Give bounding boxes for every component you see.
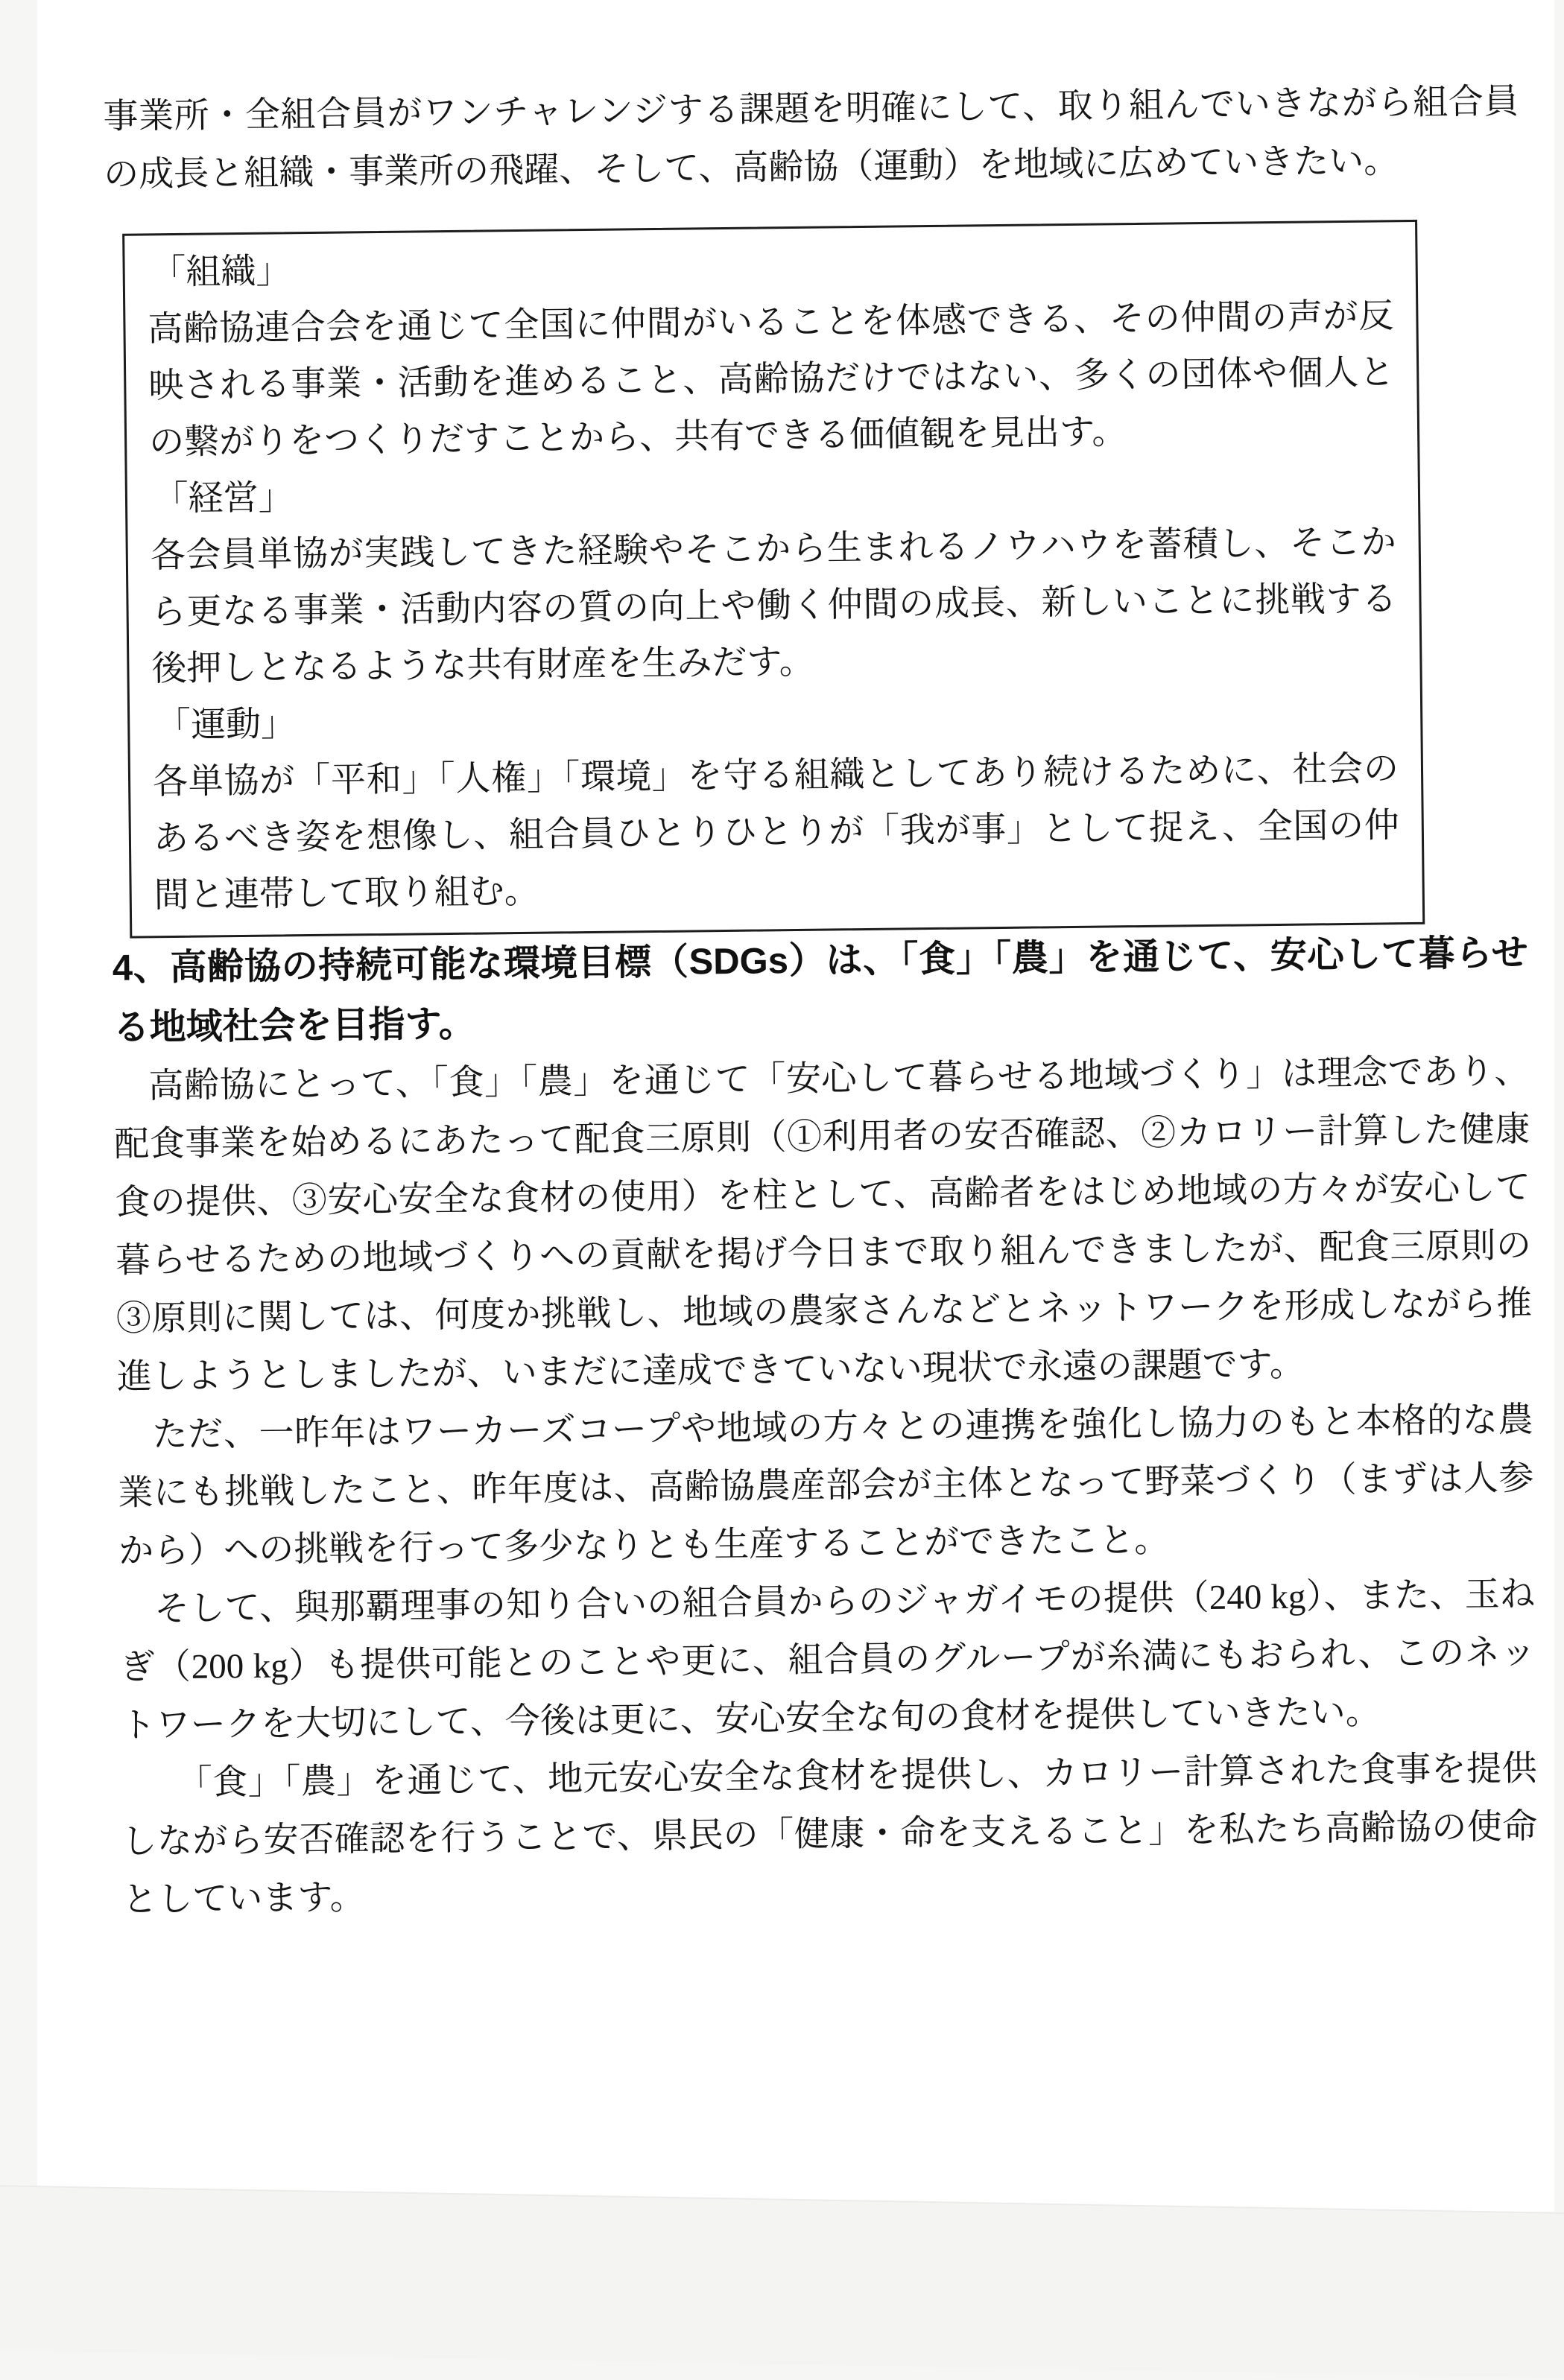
box-section-body-keiei: 各会員単協が実践してきた経験やそこから生まれるノウハウを蓄積し、そこから更なる事業・活動内容の質の向上や働く仲間の成長、新しいことに挑戦する後押しとなるような共有財産を生みだす。 — [150, 523, 1397, 689]
box-section-body-soshiki: 高齢協連合会を通じて全国に仲間がいることを体感できる、その仲間の声が反映される事業・活動を進めること、高齢協だけではない、多くの団体や個人との繋がりをつくりだすことから、共有できる価値観を見出す。 — [148, 296, 1395, 463]
paragraph-yonaha-network: そして、與那覇理事の知り合いの組合員からのジャガイモの提供（240 kg）、また、玉ねぎ（200 kg）も提供可能とのことや更に、組合員のグループが糸満にもおられ、このネットワークを大切にして、今後は更に、安心安全な旬の食材を提供していきたい。 — [119, 1575, 1536, 1745]
paragraph-mission: 「食」「農」を通じて、地元安心安全な食材を提供し、カロリー計算された食事を提供しながら安否確認を行うことで、県民の「健康・命を支えること」を私たち高齢協の使命としています。 — [121, 1749, 1538, 1920]
document-page — [37, 0, 1554, 2212]
paragraph-haishoku-sangensoku: 高齢協にとって、「食」「農」を通じて「安心して暮らせる地域づくり」は理念であり、配食事業を始めるにあたって配食三原則（①利用者の安否確認、②カロリー計算した健康食の提供、③安心安全な食材の使用）を柱として、高齢者をはじめ地域の方々が安心して暮らせるための地域づくりへの貢献を掲げ今日まで取り組んできましたが、配食三原則の③原則に関しては、何度か挑戦し、地域の農家さんなどとネットワークを形成しながら推進しようとしましたが、いまだに達成できていない現状で永遠の課題です。 — [114, 1052, 1533, 1397]
scan-bottom-seam — [0, 2185, 1564, 2380]
box-section-body-undo: 各単協が「平和」「人権」「環境」を守る組織としてあり続けるために、社会のあるべき姿を想像し、組合員ひとりひとりが「我が事」として捉え、全国の仲間と連帯して取り組む。 — [152, 749, 1400, 915]
box-section-label-soshiki: 「組織」 — [151, 252, 291, 293]
section-4-heading: 4、高齢協の持続可能な環境目標（SDGs）は、「食」「農」を通じて、安心して暮らせる地域社会を目指す。 — [112, 933, 1528, 1048]
box-section-label-keiei: 「経営」 — [153, 478, 294, 519]
paragraph-farming-challenge: ただ、一昨年はワーカーズコープや地域の方々との連携を強化し協力のもと本格的な農業にも挑戦したこと、昨年度は、高齢協農産部会が主体となって野菜づくり（まずは人参から）への挑戦を行って多少なりとも生産することができたこと。 — [118, 1400, 1534, 1571]
intro-paragraph: 事業所・全組合員がワンチャレンジする課題を明確にして、取り組んでいきながら組合員の成長と組織・事業所の飛躍、そして、高齢協（運動）を地域に広めていきたい。 — [103, 82, 1519, 194]
pillars-box — [122, 220, 1425, 939]
page-content — [103, 72, 1539, 1929]
box-section-label-undo: 「運動」 — [155, 705, 297, 746]
